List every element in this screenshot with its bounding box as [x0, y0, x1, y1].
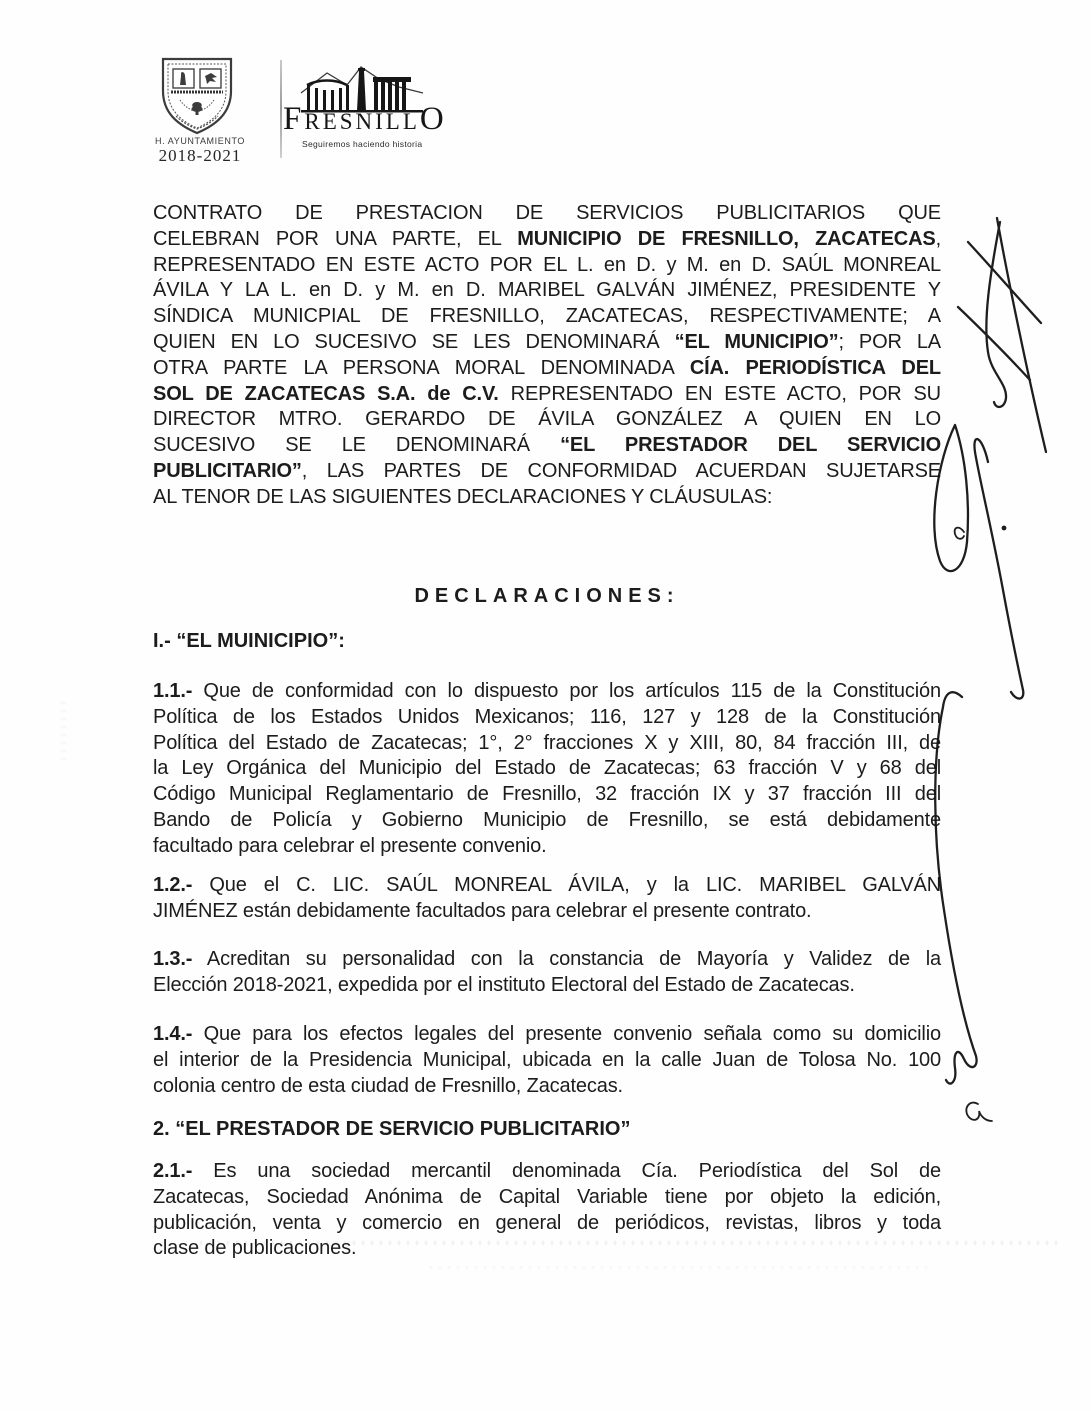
text-run: AL TENOR DE LAS SIGUIENTES DECLARACIONES Y CLÁUSULAS:	[153, 485, 773, 508]
text-run: Que el C. LIC. SAÚL MONREAL ÁVILA, y la LIC. MARIBEL GALVÁN	[192, 874, 941, 896]
text-line	[153, 356, 941, 382]
text-run: REPRESENTADO EN ESTE ACTO POR EL L. en D. y M. en D. SAÚL MONREAL	[153, 253, 941, 276]
text-run: REPRESENTADO EN ESTE ACTO, POR SU	[498, 382, 941, 405]
text-run: Política de los Estados Unidos Mexicanos; 116, 127 y 128 de la Constitución	[153, 705, 941, 728]
intro-paragraph	[153, 201, 941, 511]
scan-noise	[430, 1266, 930, 1269]
text-run: ; POR LA	[838, 330, 941, 353]
text-line	[153, 459, 941, 485]
text-run: 1.2.-	[153, 874, 193, 896]
text-run: publicación, venta y comercio en general de periódicos, revistas, libros y toda	[153, 1211, 941, 1234]
text-run: CONTRATO DE PRESTACION DE SERVICIOS PUBLICITARIOS QUE	[153, 202, 941, 224]
text-line	[153, 873, 941, 899]
seal-label: H. AYUNTAMIENTO	[154, 136, 245, 146]
declaraciones-heading: DECLARACIONES:	[414, 585, 680, 607]
text-run: Política del Estado de Zacatecas; 1°, 2° fracciones X y XIII, 80, 84 fracción III, de	[153, 731, 941, 754]
text-run: “EL PRESTADOR DEL SERVICIO	[560, 434, 941, 457]
brand-name	[283, 103, 447, 136]
text-line	[153, 1074, 941, 1100]
clause-1-4	[153, 1022, 941, 1099]
text-run: la Ley Orgánica del Municipio del Estado de Zacatecas; 63 fracción V y 68 del	[153, 757, 941, 780]
text-line	[153, 731, 941, 757]
text-line	[153, 382, 941, 408]
text-line	[153, 947, 941, 973]
clause-1-1	[153, 679, 941, 860]
text-run: MUNICIPIO DE FRESNILLO, ZACATECAS	[517, 227, 936, 250]
text-run: Elección 2018-2021, expedida por el instituto Electoral del Estado de Zacatecas.	[153, 973, 855, 996]
brand-letters-middle: RESNILL	[304, 109, 420, 134]
text-run: ÁVILA Y LA L. en D. y M. en D. MARIBEL GALVÁN JIMÉNEZ, PRESIDENTE Y	[153, 279, 941, 302]
text-run: 1.4.-	[153, 1023, 193, 1045]
text-line	[153, 1022, 941, 1048]
text-line	[153, 485, 941, 511]
text-run: ,	[935, 227, 941, 250]
text-run: 1.3.-	[153, 948, 193, 970]
seal-years: 2018-2021	[158, 146, 242, 165]
text-run: Acreditan su personalidad con la constancia de Mayoría y Validez de la	[192, 948, 941, 970]
text-line	[153, 407, 941, 433]
text-line	[153, 330, 941, 356]
clause-1-2	[153, 873, 941, 925]
text-line	[153, 973, 941, 999]
text-line	[153, 433, 941, 459]
text-run: CELEBRAN POR UNA PARTE, EL	[153, 227, 518, 250]
text-line	[153, 705, 941, 731]
text-run: SOL DE ZACATECAS S.A. de C.V.	[153, 382, 499, 405]
header-divider	[280, 60, 282, 158]
text-run: clase de publicaciones.	[153, 1237, 357, 1260]
text-run: colonia centro de esta ciudad de Fresnillo, Zacatecas.	[153, 1074, 623, 1097]
text-line	[153, 304, 941, 330]
text-line	[153, 201, 941, 227]
text-line	[153, 1185, 941, 1211]
brand-letter-last: O	[419, 101, 447, 137]
text-run: Que de conformidad con lo dispuesto por los artículos 115 de la Constitución	[192, 680, 941, 702]
text-run: “EL MUNICIPIO”	[674, 330, 839, 353]
text-line	[153, 227, 941, 253]
clause-2-1	[153, 1159, 941, 1262]
text-line	[153, 253, 941, 279]
text-run: Código Municipal Reglamentario de Fresnillo, 32 fracción IX y 37 fracción III del	[153, 783, 941, 806]
text-run: Es una sociedad mercantil denominada Cía. Periodística del Sol de	[192, 1160, 941, 1182]
text-run: 2.1.-	[153, 1160, 193, 1182]
text-run: Bando de Policía y Gobierno Municipio de Fresnillo, se está debidamente	[153, 808, 941, 831]
text-run: PUBLICITARIO”	[153, 459, 302, 482]
municipal-coat-of-arms-icon	[156, 54, 238, 138]
text-line	[153, 1159, 941, 1185]
text-line	[153, 1211, 941, 1237]
text-line	[153, 278, 941, 304]
text-run: Zacatecas, Sociedad Anónima de Capital Variable tiene por objeto la edición,	[153, 1185, 941, 1208]
text-line	[153, 1236, 941, 1262]
text-run: QUIEN EN LO SUCESIVO SE LES DENOMINARÁ	[153, 330, 675, 353]
clause-1-3	[153, 947, 941, 999]
brand-letter-first: F	[283, 101, 305, 137]
text-run: OTRA PARTE LA PERSONA MORAL DENOMINADA	[153, 356, 690, 379]
text-line	[153, 1048, 941, 1074]
text-run: CÍA. PERIODÍSTICA DEL	[689, 356, 941, 379]
text-run: facultado para celebrar el presente convenio.	[153, 834, 547, 857]
text-line	[153, 834, 941, 860]
text-line	[153, 756, 941, 782]
section2-heading: 2. “EL PRESTADOR DE SERVICIO PUBLICITARIO”	[153, 1118, 631, 1140]
text-run: 1.1.-	[153, 680, 193, 702]
text-line	[153, 808, 941, 834]
text-run: SUCESIVO SE LE DENOMINARÁ	[153, 434, 561, 457]
text-line	[153, 899, 941, 925]
scan-noise	[60, 700, 66, 760]
text-run: SÍNDICA MUNICPIAL DE FRESNILLO, ZACATECAS, RESPECTIVAMENTE; A	[153, 305, 941, 328]
text-run: , LAS PARTES DE CONFORMIDAD ACUERDAN SUJETARSE	[301, 459, 941, 482]
text-line	[153, 782, 941, 808]
text-run: Que para los efectos legales del presente convenio señala como su domicilio	[192, 1023, 941, 1045]
brand-tagline: Seguiremos haciendo historia	[302, 139, 423, 149]
section1-heading: I.- “EL MUINICIPIO”:	[153, 630, 345, 652]
text-line	[153, 679, 941, 705]
text-run: DIRECTOR MTRO. GERARDO DE ÁVILA GONZÁLEZ A QUIEN EN LO	[153, 408, 941, 431]
text-run: el interior de la Presidencia Municipal, ubicada en la calle Juan de Tolosa No. 100	[153, 1048, 941, 1071]
text-run: JIMÉNEZ están debidamente facultados para celebrar el presente contrato.	[153, 899, 812, 922]
